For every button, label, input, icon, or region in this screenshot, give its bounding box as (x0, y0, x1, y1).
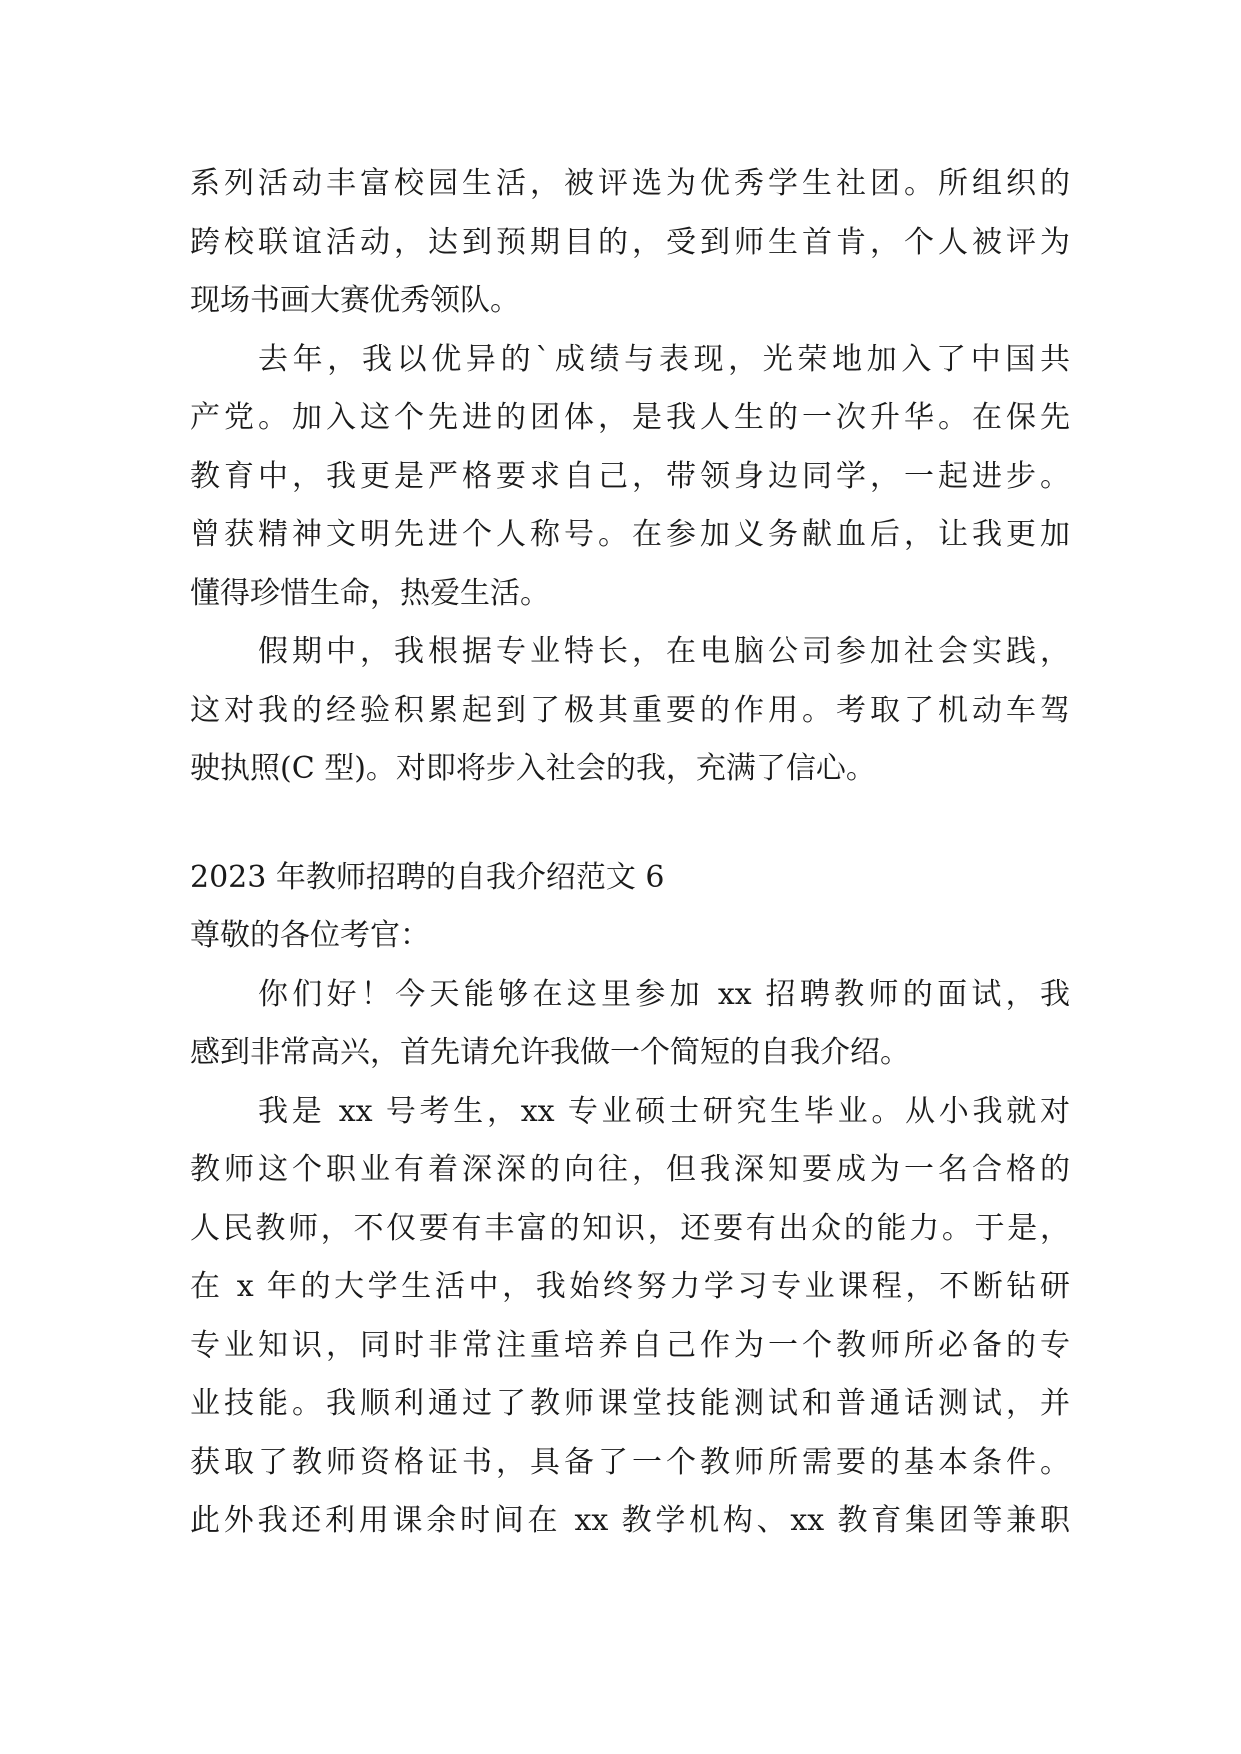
text-line: 假期中，我根据专业特长，在电脑公司参加社会实践， (258, 634, 1070, 669)
text-line: 感到非常高兴，首先请允许我做一个简短的自我介绍。 (190, 1035, 910, 1070)
text-line: 获取了教师资格证书，具备了一个教师所需要的基本条件。 (190, 1444, 1070, 1480)
text-line: 懂得珍惜生命，热爱生活。 (190, 575, 550, 611)
section-title: 2023 年教师招聘的自我介绍范文 6 (190, 859, 665, 895)
text-line: 去年，我以优异的`成绩与表现，光荣地加入了中国共 (258, 341, 1070, 377)
text-line: 专业知识，同时非常注重培养自己作为一个教师所必备的专 (190, 1327, 1070, 1363)
text-line: 你们好！今天能够在这里参加 xx 招聘教师的面试，我 (258, 976, 1070, 1012)
text-line: 人民教师，不仅要有丰富的知识，还要有出众的能力。于是， (190, 1210, 1070, 1246)
paragraph-club-activities (190, 155, 1070, 331)
text-line: 曾获精神文明先进个人称号。在参加义务献血后，让我更加 (190, 517, 1070, 552)
text-line: 我是 xx 号考生，xx 专业硕士研究生毕业。从小我就对 (258, 1093, 1070, 1129)
section-spacer (190, 799, 1070, 849)
salutation: 尊敬的各位考官： (190, 918, 430, 953)
text-line: 驶执照(C 型)。对即将步入社会的我，充满了信心。 (190, 751, 876, 786)
text-line: 这对我的经验积累起到了极其重要的作用。考取了机动车驾 (190, 692, 1070, 728)
text-line: 教师这个职业有着深深的向往，但我深知要成为一名合格的 (190, 1152, 1070, 1187)
paragraph-party-membership (190, 331, 1070, 624)
text-line: 现场书画大赛优秀领队。 (190, 283, 520, 318)
text-line: 跨校联谊活动，达到预期目的，受到师生首肯，个人被评为 (190, 224, 1070, 260)
paragraph-greeting (190, 966, 1070, 1083)
paragraph-social-practice (190, 623, 1070, 799)
text-line: 此外我还利用课余时间在 xx 教学机构、xx 教育集团等兼职 (190, 1503, 1070, 1538)
text-line: 产党。加入这个先进的团体，是我人生的一次升华。在保先 (190, 400, 1070, 435)
text-line: 教育中，我更是严格要求自己，带领身边同学，一起进步。 (190, 458, 1070, 494)
text-line: 业技能。我顺利通过了教师课堂技能测试和普通话测试，并 (190, 1386, 1070, 1421)
text-line: 在 x 年的大学生活中，我始终努力学习专业课程，不断钻研 (190, 1269, 1070, 1304)
text-line: 系列活动丰富校园生活，被评选为优秀学生社团。所组织的 (190, 166, 1070, 201)
document-body (190, 155, 1070, 1551)
paragraph-self-introduction (190, 1083, 1070, 1551)
